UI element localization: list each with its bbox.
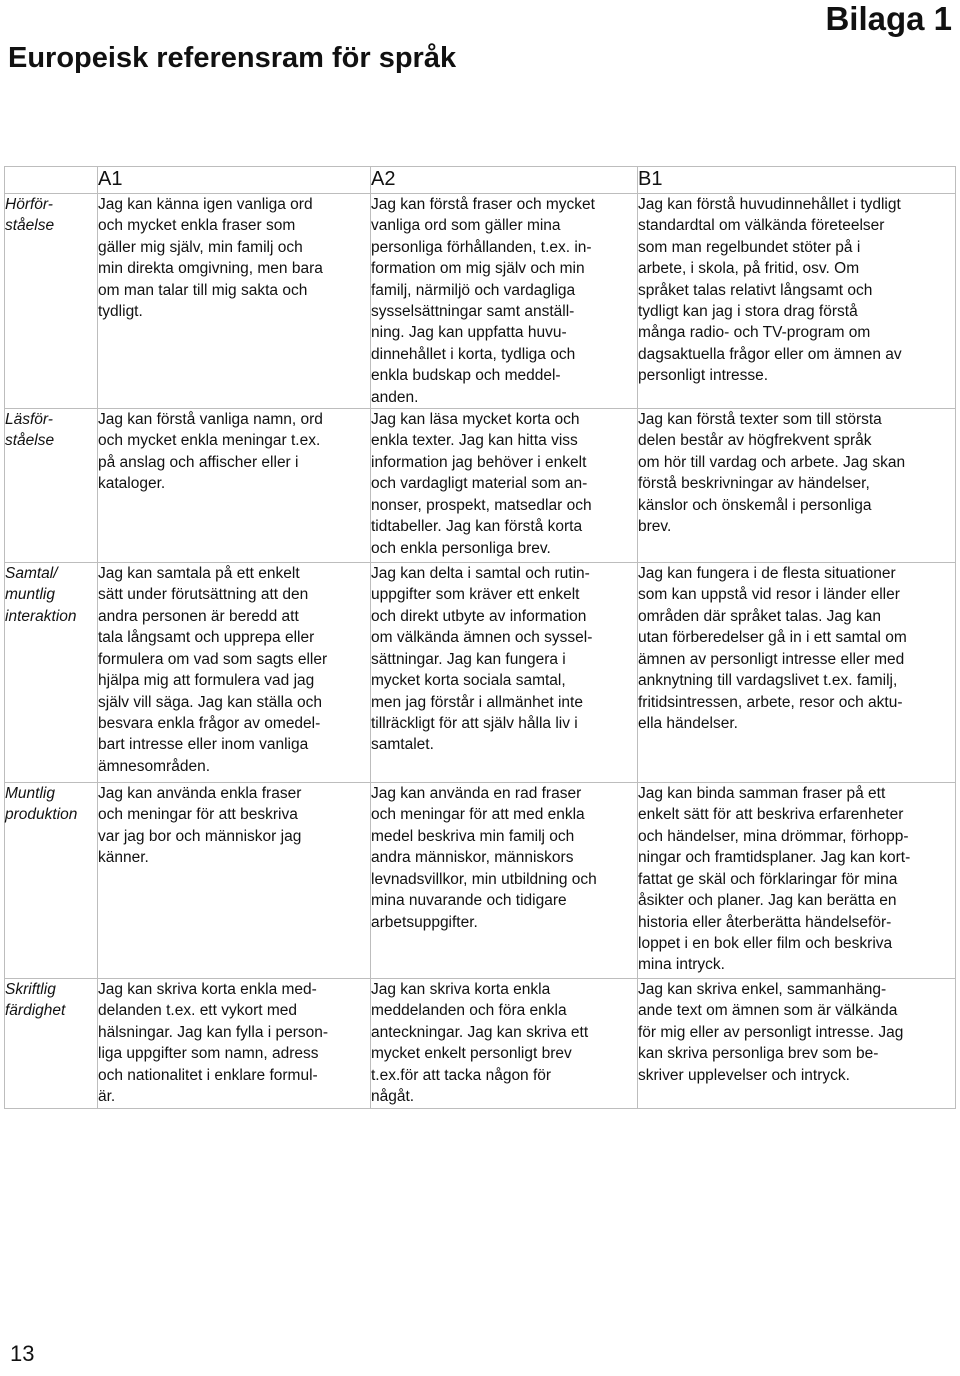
row-label-horforstaelse: Hörför- ståelse (5, 194, 98, 409)
cell-samtal-a2: Jag kan delta i samtal och rutin- uppgifter som kräver ett enkelt och direkt utbyte av information om välkända ämnen och syssel- sättningar. Jag kan fungera i mycket korta sociala samtal, men jag förstår i allmänhet inte tillräckligt för att själv hålla liv i samtalet. (371, 563, 638, 783)
cell-skriftlig-fardighet-a2: Jag kan skriva korta enkla meddelanden och föra enkla anteckningar. Jag kan skriva ett mycket enkelt personligt brev t.ex.för att tacka någon för någåt. (371, 979, 638, 1108)
level-header-row (5, 167, 956, 194)
level-header-a2: A2 (371, 167, 638, 194)
reference-framework-table (4, 166, 956, 1109)
cell-muntlig-produktion-b1: Jag kan binda samman fraser på ett enkelt sätt för att beskriva erfarenheter och händelser, mina drömmar, förhopp- ningar och framtidsplaner. Jag kan kort- fattat ge skäl och förklaringar för mina åsikter och planer. Jag kan berätta en historia eller återberätta händelseför- loppet i en bok eller film och beskriva mina intryck. (638, 783, 956, 979)
cell-horforstaelse-a2: Jag kan förstå fraser och mycket vanliga ord som gäller mina personliga förhållanden, t.ex. in- formation om mig själv och min familj, närmiljö och vardagliga sysselsättningar samt anställ- ning. Jag kan uppfatta huvu- dinnehållet i korta, tydliga och enkla budskap och meddel- anden. (371, 194, 638, 409)
cell-lasforstaelse-a2: Jag kan läsa mycket korta och enkla texter. Jag kan hitta viss information jag behöver i enkelt och vardagligt material som an- nonser, prospekt, matsedlar och tidtabeller. Jag kan förstå korta och enkla personliga brev. (371, 409, 638, 563)
cell-muntlig-produktion-a1: Jag kan använda enkla fraser och meningar för att beskriva var jag bor och människor jag känner. (98, 783, 371, 979)
cell-horforstaelse-b1: Jag kan förstå huvudinnehållet i tydligt standardtal om välkända företeelser som man regelbundet stöter på i arbete, i skola, på fritid, osv. Om språket talas relativt långsamt och tydligt kan jag i stora drag förstå många radio- och TV-program om dagsaktuella frågor eller om ämnen av personligt intresse. (638, 194, 956, 409)
table-row-samtal (5, 563, 956, 783)
cell-samtal-a1: Jag kan samtala på ett enkelt sätt under förutsättning att den andra personen är beredd att tala långsamt och upprepa eller formulera om vad som sagts eller hjälpa mig att formulera vad jag själv vill säga. Jag kan ställa och besvara enkla frågor av omedel- bart intresse eller inom vanliga ämnesområden. (98, 563, 371, 783)
table-row-horforstaelse (5, 194, 956, 409)
cell-lasforstaelse-a1: Jag kan förstå vanliga namn, ord och mycket enkla meningar t.ex. på anslag och affischer eller i kataloger. (98, 409, 371, 563)
row-label-samtal: Samtal/ muntlig interaktion (5, 563, 98, 783)
table-row-skriftlig-fardighet (5, 979, 956, 1108)
table-row-muntlig-produktion (5, 783, 956, 979)
row-label-muntlig-produktion: Muntlig produktion (5, 783, 98, 979)
cell-muntlig-produktion-a2: Jag kan använda en rad fraser och meningar för att med enkla medel beskriva min familj och andra människor, människors levnadsvillkor, min utbildning och mina nuvarande och tidigare arbetsuppgifter. (371, 783, 638, 979)
cell-samtal-b1: Jag kan fungera i de flesta situationer som kan uppstå vid resor i länder eller områden där språket talas. Jag kan utan förberedelser gå in i ett samtal om ämnen av personligt intresse eller med anknytning till vardagslivet t.ex. familj, fritidsintressen, arbete, resor och aktu- ella händelser. (638, 563, 956, 783)
cell-skriftlig-fardighet-b1: Jag kan skriva enkel, sammanhäng- ande text om ämnen som är välkända för mig eller av personligt intresse. Jag kan skriva personliga brev som be- skriver upplevelser och intryck. (638, 979, 956, 1108)
cell-horforstaelse-a1: Jag kan känna igen vanliga ord och mycket enkla fraser som gäller mig själv, min familj och min direkta omgivning, men bara om man talar till mig sakta och tydligt. (98, 194, 371, 409)
level-header-a1: A1 (98, 167, 371, 194)
cell-lasforstaelse-b1: Jag kan förstå texter som till största delen består av högfrekvent språk om hör till vardag och arbete. Jag skan förstå beskrivningar av händelser, känslor och önskemål i personliga brev. (638, 409, 956, 563)
row-label-skriftlig-fardighet: Skriftlig färdighet (5, 979, 98, 1108)
page-number: 13 (10, 1341, 35, 1366)
appendix-label: Bilaga 1 (825, 0, 952, 37)
level-header-b1: B1 (638, 167, 956, 194)
table-row-lasforstaelse (5, 409, 956, 563)
row-label-lasforstaelse: Läsför- ståelse (5, 409, 98, 563)
level-header-blank (5, 167, 98, 194)
cell-skriftlig-fardighet-a1: Jag kan skriva korta enkla med- delanden t.ex. ett vykort med hälsningar. Jag kan fylla i person- liga uppgifter som namn, adress och nationalitet i enklare formul- är. (98, 979, 371, 1108)
page-title: Europeisk referensram för språk (8, 42, 457, 74)
